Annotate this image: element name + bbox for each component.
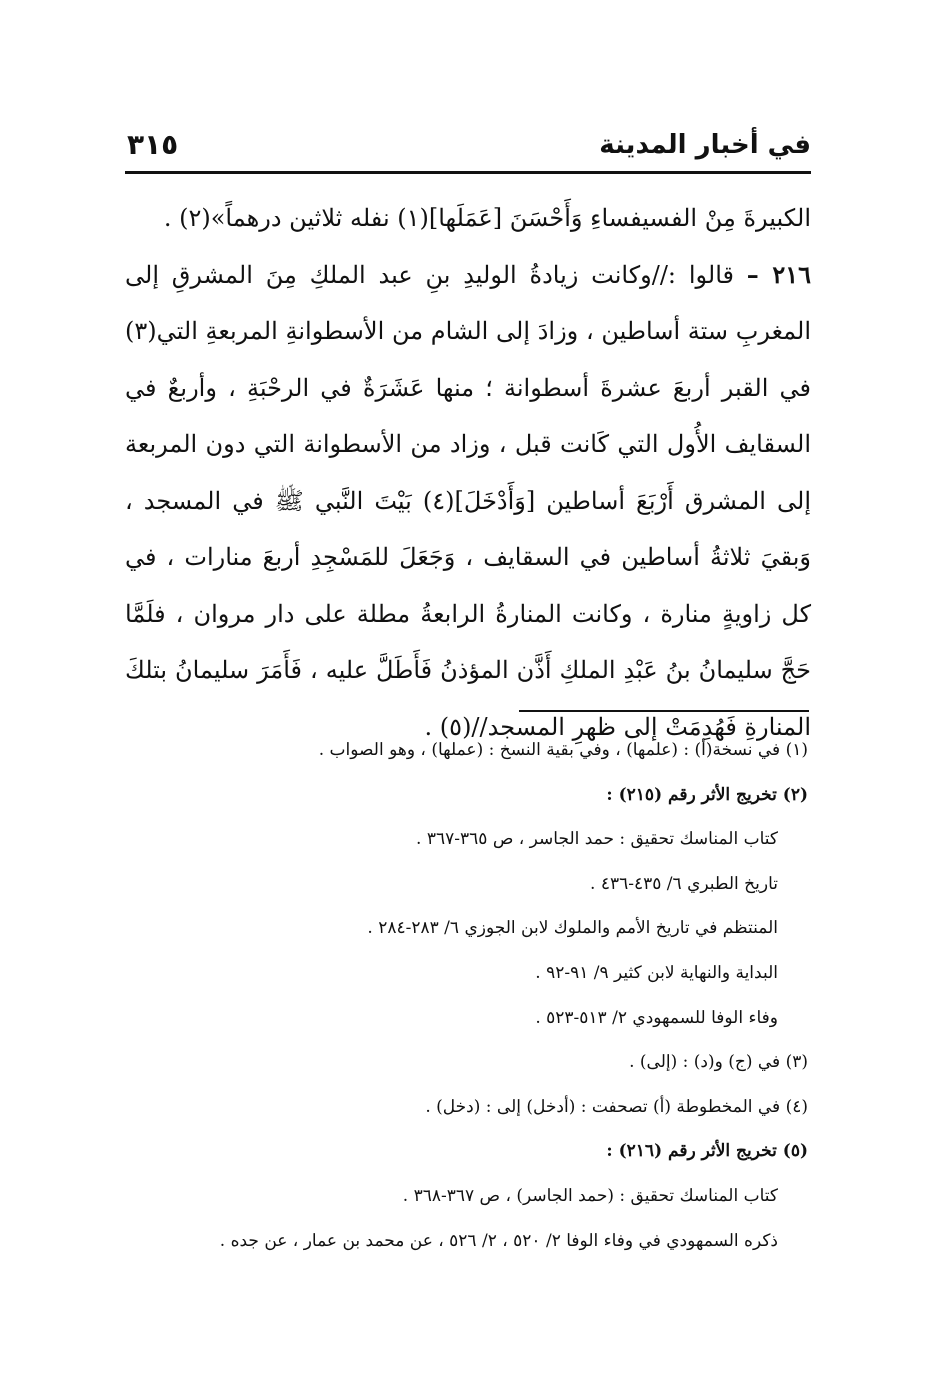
- paragraph-entry-216: [125, 247, 811, 756]
- paragraph-continuation: الكبيرةَ مِنْ الفسيفساءِ وَأَحْسَنَ [عَمَلَها](١) نفله ثلاثين درهماً»(٢) .: [163, 204, 811, 232]
- main-text: [125, 190, 811, 755]
- footnote-4: (٤) في المخطوطة (أ) تصحفت : (أدخل) إلى : (دخل) .: [425, 1096, 808, 1117]
- running-title: في أخبار المدينة: [599, 130, 811, 160]
- footnote-2-source: البداية والنهاية لابن كثير ٩/ ٩١-٩٢ .: [535, 962, 778, 983]
- footnote-2-source: وفاء الوفا للسمهودي ٢/ ٥١٣-٥٢٣ .: [535, 1007, 778, 1028]
- header-rule: [125, 171, 811, 174]
- footnote-2-source: المنتظم في تاريخ الأمم والملوك لابن الجوزي ٦/ ٢٨٣-٢٨٤ .: [367, 918, 778, 939]
- page-number: ٣١٥: [127, 128, 179, 161]
- footnote-rule: [519, 710, 809, 712]
- footnote-2-source: كتاب المناسك تحقيق : حمد الجاسر ، ص ٣٦٥-٣٦٧ .: [416, 829, 778, 850]
- footnote-1: (١) في نسخة(أ) : (علمها) ، وفي بقية النسخ : (عملها) ، وهو الصواب .: [318, 740, 808, 760]
- footnote-2-source: تاريخ الطبري ٦/ ٤٣٥-٤٣٦ .: [590, 873, 778, 894]
- page-header: [125, 128, 811, 168]
- entry-number: ٢١٦ –: [746, 259, 811, 289]
- footnote-3: (٣) في (ج) و(د) : (إلى) .: [629, 1052, 808, 1073]
- footnote-2: (٢) تخريج الأثر رقم (٢١٥) :: [606, 784, 808, 805]
- footnote-5-source: كتاب المناسك تحقيق : (حمد الجاسر) ، ص ٣٦٧-٣٦٨ .: [402, 1185, 778, 1206]
- footnote-5-source: ذكره السمهودي في وفاء الوفا ٢/ ٥٢٠ ، ٢/ ٥٢٦ ، عن محمد بن عمار ، عن جده .: [219, 1230, 778, 1251]
- entry-text: قالوا ://وكانت زيادةُ الوليدِ بنِ عبد الملكِ مِنَ المشرقِ إلى المغربِ ستة أساطين ، وزادَ إلى الشام من الأسطوانةِ المربعةِ التي(٣) في القبر أربعَ عشرةَ أسطوانة ؛ منها عَشَرَةٌ في الرحْبَةِ ، وأربعٌ في السقايف الأُول التي كَانت قبل ، وزاد من الأسطوانة التي دون المربعة إلى المشرق أَرْبَعَ أساطين [وَأَدْخَلَ](٤) بَيْتَ النَّبي ﷺ في المسجد ، وَبقيَ ثلاثةُ أساطين في السقايف ، وَجَعَلَ للمَسْجِدِ أربعَ منارات ، في كل زاويةٍ منارة ، وكانت المنارةُ الرابعةُ مطلة على دار مروان ، فلَمَّا حَجَّ سليمانُ بنُ عَبْدِ الملكِ أَذَّن المؤذنُ فَأَطَلَّ عليه ، فَأَمَرَ سليمانُ بتلكَ المنارةِ فَهُدِمَتْ إلى ظهرِ المسجد//(٥) .: [125, 260, 811, 741]
- footnote-5: (٥) تخريج الأثر رقم (٢١٦) :: [606, 1141, 808, 1162]
- footnotes: [200, 728, 808, 1263]
